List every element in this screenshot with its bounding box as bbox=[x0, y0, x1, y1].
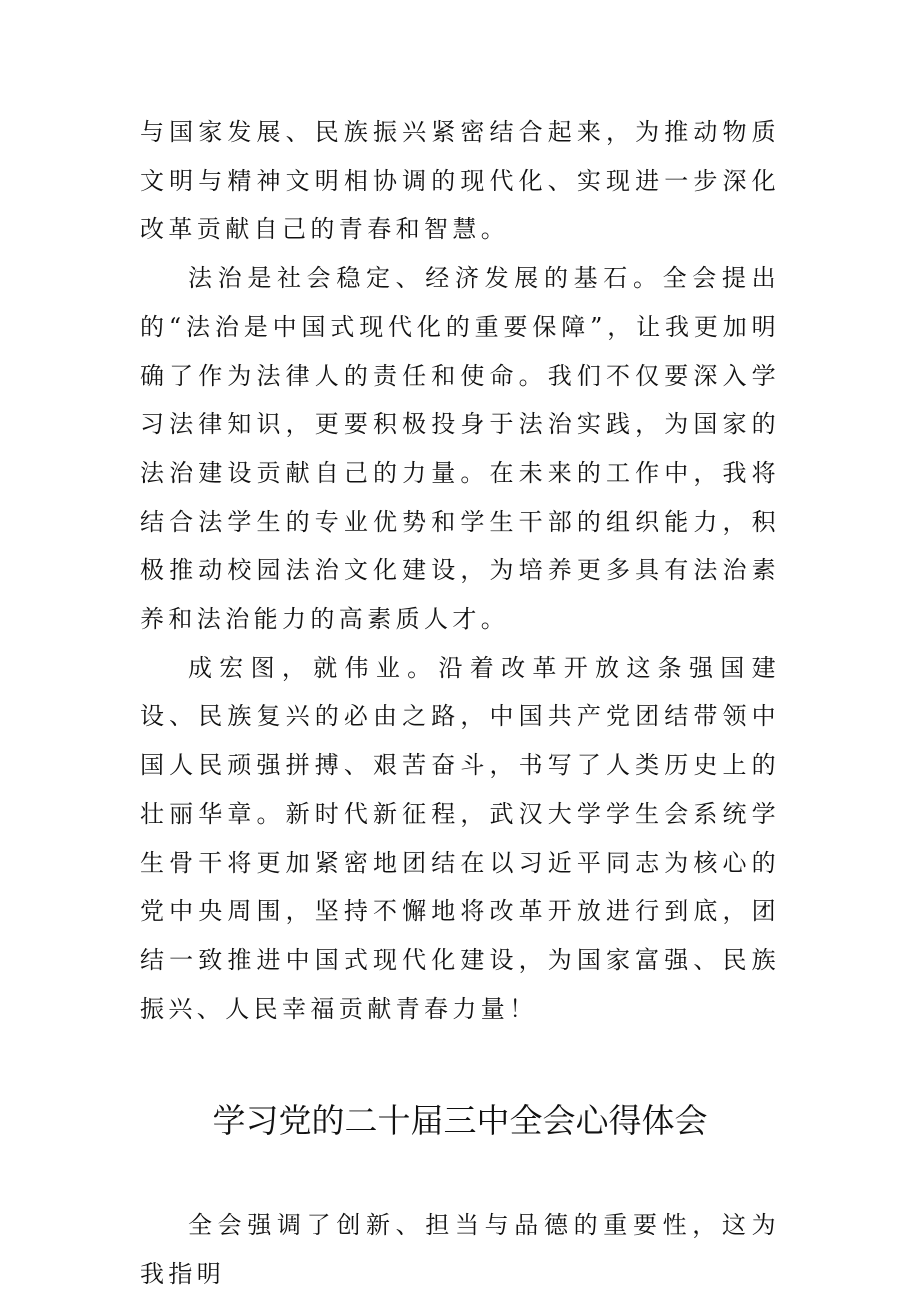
paragraph-reform-conclusion: 成宏图，就伟业。沿着改革开放这条强国建设、民族复兴的必由之路，中国共产党团结带领中国人民顽强拼搏、艰苦奋斗，书写了人类历史上的壮丽华章。新时代新征程，武汉大学学生会系统学生骨干将更加紧密地团结在以习近平同志为核心的党中央周围，坚持不懈地将改革开放进行到底，团结一致推进中国式现代化建设，为国家富强、民族振兴、人民幸福贡献青春力量！ bbox=[140, 653, 780, 1023]
paragraph-continuation: 与国家发展、民族振兴紧密结合起来，为推动物质文明与精神文明相协调的现代化、实现进一步深化改革贡献自己的青春和智慧。 bbox=[140, 118, 780, 244]
section-first-paragraph: 全会强调了创新、担当与品德的重要性，这为我指明 bbox=[140, 1211, 780, 1289]
document-page bbox=[140, 108, 780, 1299]
paragraph-rule-of-law: 法治是社会稳定、经济发展的基石。全会提出的“法治是中国式现代化的重要保障”，让我更加明确了作为法律人的责任和使命。我们不仅要深入学习法律知识，更要积极投身于法治实践，为国家的法治建设贡献自己的力量。在未来的工作中，我将结合法学生的专业优势和学生干部的组织能力，积极推动校园法治文化建设，为培养更多具有法治素养和法治能力的高素质人才。 bbox=[140, 264, 780, 634]
section-title: 学习党的二十届三中全会心得体会 bbox=[212, 1101, 708, 1141]
